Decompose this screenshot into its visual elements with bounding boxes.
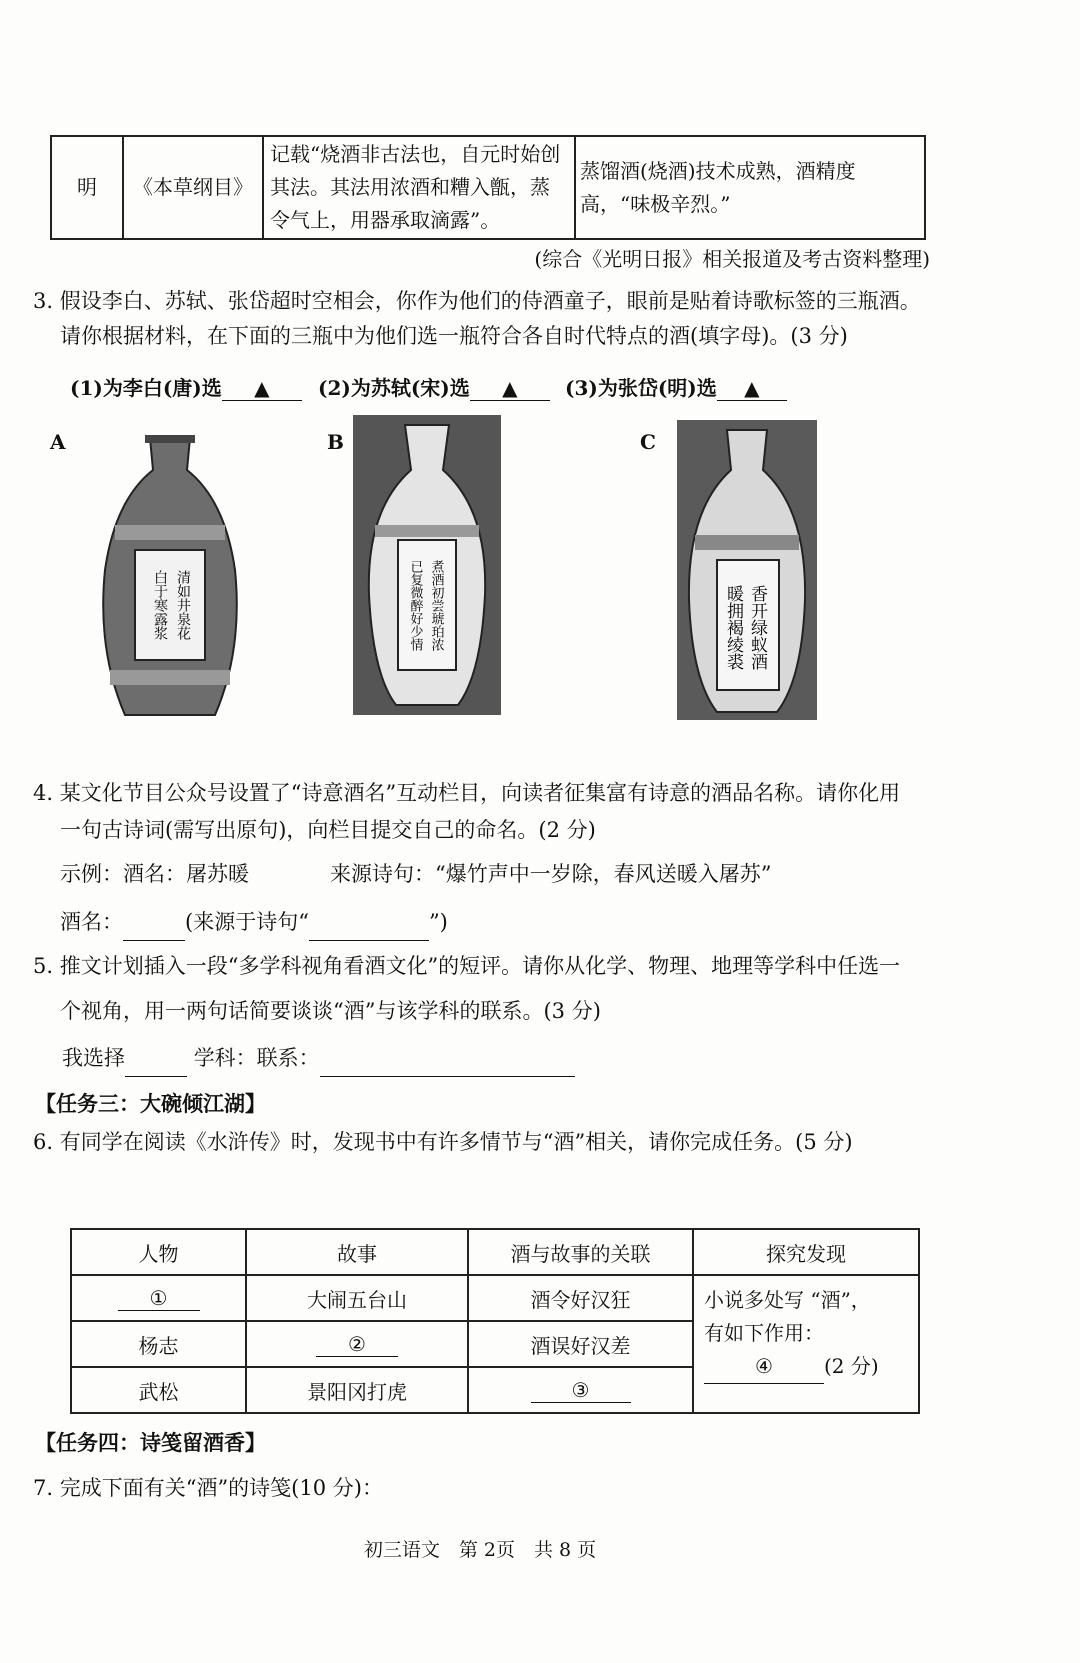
q6-cell-r1c2: 大闹五台山 — [246, 1275, 468, 1321]
vase-c-col1: 香开绿蚁酒 — [747, 585, 767, 670]
feature-cell: 蒸馏酒(烧酒)技术成熟，酒精度高，“味极辛烈。” — [575, 136, 925, 239]
q6-blank-4[interactable]: ④ — [704, 1350, 824, 1384]
vase-c-col2: 暖拥褐绫裘 — [723, 585, 743, 670]
record-cell: 记载“烧酒非古法也，自元时始创其法。其法用浓酒和糟入甑，蒸令气上，用器承取滴露”。 — [263, 136, 575, 239]
vase-a-image — [95, 430, 245, 720]
q6-cell-r1c1[interactable]: ① — [71, 1275, 246, 1321]
task3-title: 【任务三：大碗倾江湖】 — [35, 1091, 266, 1116]
choice2-blank[interactable]: ▲ — [470, 376, 550, 401]
q7-line: 7. 完成下面有关“酒”的诗笺(10 分)： — [33, 1476, 383, 1500]
q5-answer-line — [62, 1040, 575, 1077]
q4-line2: 一句古诗词(需写出原句)，向栏目提交自己的命名。(2 分) — [60, 818, 596, 842]
q5-answer-b: 学科：联系： — [193, 1046, 320, 1070]
q6-header-link: 酒与故事的关联 — [468, 1229, 693, 1275]
q6-finding2: 有如下作用： — [704, 1321, 824, 1345]
q6-cell-r3c2: 景阳冈打虎 — [246, 1367, 468, 1413]
dynasty-cell: 明 — [51, 136, 123, 239]
vase-b-image — [353, 415, 501, 715]
vase-c-letter: C — [640, 430, 656, 454]
q6-header-person: 人物 — [71, 1229, 246, 1275]
choice1-blank[interactable]: ▲ — [222, 376, 302, 401]
q3-choice1 — [70, 372, 302, 401]
q4-answer-c: ”) — [428, 910, 448, 934]
vase-c-image — [677, 420, 817, 720]
q4-line1: 4. 某文化节目公众号设置了“诗意酒名”互动栏目，向读者征集富有诗意的酒品名称。请你化用 — [33, 781, 901, 805]
q4-answer-b: (来源于诗句“ — [185, 910, 309, 934]
q4-name-blank[interactable] — [123, 904, 185, 941]
q6-cell-r2c3: 酒误好汉差 — [468, 1321, 693, 1367]
q5-link-blank[interactable] — [320, 1040, 575, 1077]
page-footer: 初三语文 第 2页 共 8 页 — [363, 1539, 597, 1561]
vase-b-col2: 已复微醉好少情 — [407, 560, 423, 651]
q6-cell-r2c2[interactable]: ② — [246, 1321, 468, 1367]
q6-cell-r3c1: 武松 — [71, 1367, 246, 1413]
q6-cell-r1c3: 酒令好汉狂 — [468, 1275, 693, 1321]
q6-finding1: 小说多处写 “酒”， — [704, 1288, 871, 1312]
q6-finding-score: (2 分) — [824, 1354, 879, 1378]
task4-title: 【任务四：诗笺留酒香】 — [35, 1430, 266, 1455]
q5-line1: 5. 推文计划插入一段“多学科视角看酒文化”的短评。请你从化学、物理、地理等学科中任选一 — [33, 954, 901, 978]
q6-cell-r2c1: 杨志 — [71, 1321, 246, 1367]
source-note: (综合《光明日报》相关报道及考古资料整理) — [534, 247, 930, 271]
vase-a-col2: 白于寒露浆 — [152, 570, 168, 640]
q5-answer-a: 我选择 — [62, 1046, 125, 1070]
history-table — [50, 135, 926, 240]
q6-cell-r3c3[interactable]: ③ — [468, 1367, 693, 1413]
q4-example-source: 来源诗句：“爆竹声中一岁除，春风送暖入屠苏” — [330, 862, 772, 886]
q5-line2: 个视角，用一两句话简要谈谈“酒”与该学科的联系。(3 分) — [60, 999, 601, 1023]
book-cell: 《本草纲目》 — [123, 136, 263, 239]
q3-choice2 — [318, 372, 550, 401]
choice3-label: (3)为张岱(明)选 — [565, 376, 717, 400]
vase-b-letter: B — [327, 430, 344, 454]
choice1-label: (1)为李白(唐)选 — [70, 376, 222, 400]
q3-line2: 请你根据材料，在下面的三瓶中为他们选一瓶符合各自时代特点的酒(填字母)。(3 分) — [60, 324, 848, 348]
vase-a-col1: 清如井泉花 — [175, 570, 191, 640]
q3-line1: 3. 假设李白、苏轼、张岱超时空相会，你作为他们的侍酒童子，眼前是贴着诗歌标签的三瓶酒。 — [33, 289, 921, 313]
q4-source-blank[interactable] — [309, 904, 429, 941]
q6-header-finding: 探究发现 — [693, 1229, 919, 1275]
q6-table — [70, 1228, 920, 1414]
q6-finding-answer — [704, 1350, 908, 1384]
q4-answer-line — [60, 904, 448, 941]
q6-line1: 6. 有同学在阅读《水浒传》时，发现书中有许多情节与“酒”相关，请你完成任务。(5 分) — [33, 1130, 853, 1154]
choice3-blank[interactable]: ▲ — [717, 376, 787, 401]
q3-choice3 — [565, 372, 787, 401]
choice2-label: (2)为苏轼(宋)选 — [318, 376, 470, 400]
q4-answer-a: 酒名： — [60, 910, 123, 934]
q4-example-name: 示例：酒名：屠苏暖 — [60, 862, 249, 886]
vase-a-letter: A — [50, 430, 66, 454]
vase-b-col1: 煮酒初尝琥珀浓 — [428, 560, 444, 651]
q6-finding-cell — [693, 1275, 919, 1413]
q6-header-story: 故事 — [246, 1229, 468, 1275]
q5-subject-blank[interactable] — [125, 1040, 187, 1077]
